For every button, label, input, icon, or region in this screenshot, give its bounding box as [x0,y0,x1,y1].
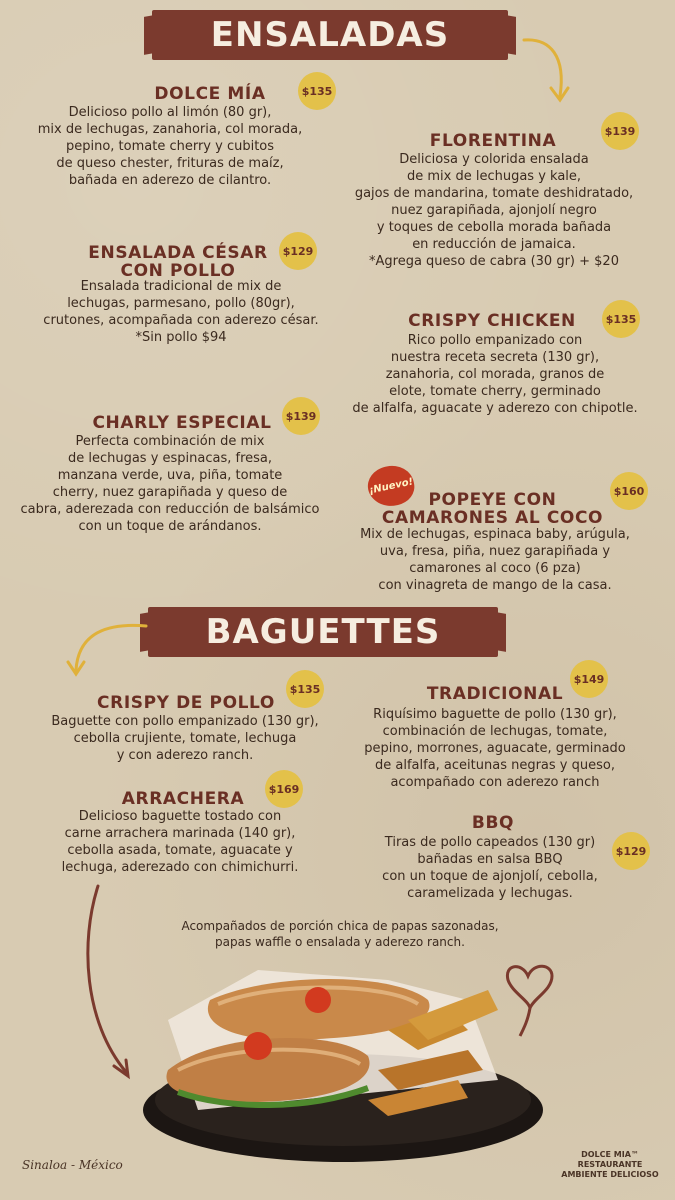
item-title-crispy-de-pollo: CRISPY DE POLLO [97,693,275,713]
item-description: Mix de lechugas, espinaca baby, arúgula, uva, fresa, piña, nuez garapiñada y camarones al coco (6 pza) con vinagreta de mango de la casa. [360,527,630,593]
item-title-dolce-mia: DOLCE MÍA [154,84,266,104]
item-description: Delicioso baguette tostado con carne arrachera marinada (140 gr), cebolla asada, tomate, aguacate y lechuga, aderezado con chimichurri. [61,809,299,875]
item-title-popeye: POPEYE CON CAMARONES AL COCO [381,490,604,528]
item-title-arrachera: ARRACHERA [121,789,245,809]
curved-arrow-icon [520,34,580,114]
price-badge: $139 [601,112,639,150]
item-title-crispy-chicken: CRISPY CHICKEN [408,311,576,331]
price-badge: $135 [286,670,324,708]
section-banner-ensaladas: ENSALADAS [152,10,508,60]
item-title-bbq: BBQ [471,813,515,833]
section-banner-baguettes: BAGUETTES [148,607,498,657]
item-description: Rico pollo empanizado con nuestra receta secreta (130 gr), zanahoria, col morada, granos de elote, tomate cherry, germinado de alfalfa, aguacate y aderezo con chipotle. [352,333,638,416]
curved-arrow-icon [60,620,150,680]
food-photo [138,960,548,1170]
item-title-florentina: FLORENTINA [429,131,557,151]
item-description: Ensalada tradicional de mix de lechugas, parmesano, pollo (80gr), crutones, acompañada con aderezo césar. *Sin pollo $94 [43,279,319,345]
item-title-ensalada-cesar: ENSALADA CÉSAR CON POLLO [88,243,268,281]
brand-tagline: DOLCE MIA™ RESTAURANTE AMBIENTE DELICIOSO [561,1150,659,1179]
price-badge: $135 [298,72,336,110]
item-description: Delicioso pollo al limón (80 gr), mix de lechugas, zanahoria, col morada, pepino, tomate cherry y cubitos de queso chester, frituras de maíz, bañada en aderezo de cilantro. [37,105,303,188]
nuevo-badge-icon: ¡Nuevo! [364,462,417,511]
item-description: Deliciosa y colorida ensalada de mix de lechugas y kale, gajos de mandarina, tomate deshidratado, nuez garapiñada, ajonjolí negro y toques de cebolla morada bañada en reducción de jamaica. *Agrega queso de cabra (30 gr) + $20 [354,152,634,269]
item-description: Riquísimo baguette de pollo (130 gr), combinación de lechugas, tomate, pepino, morrones, aguacate, germinado de alfalfa, aceitunas negras y queso, acompañado con aderezo ranch [364,707,626,790]
item-description: Tiras de pollo capeados (130 gr) bañadas en salsa BBQ con un toque de ajonjolí, cebolla, caramelizada y lechugas. [382,835,598,901]
item-title-charly-especial: CHARLY ESPECIAL [92,413,272,433]
item-description: Perfecta combinación de mix de lechugas y espinacas, fresa, manzana verde, uva, piña, tomate cherry, nuez garapiñada y queso de cabra, aderezada con reducción de balsámico con un toque de arándanos. [20,434,320,534]
price-badge: $160 [610,472,648,510]
price-badge: $149 [570,660,608,698]
location-label: Sinaloa - México [22,1158,123,1172]
item-description: Baguette con pollo empanizado (130 gr), cebolla crujiente, tomate, lechuga y con aderezo ranch. [51,714,319,763]
price-badge: $139 [282,397,320,435]
side-dish-note: Acompañados de porción chica de papas sazonadas, papas waffle o ensalada y aderezo ranch. [181,919,499,949]
price-badge: $129 [279,232,317,270]
item-title-tradicional: TRADICIONAL [426,684,564,704]
price-badge: $135 [602,300,640,338]
price-badge: $129 [612,832,650,870]
curved-arrow-icon [80,882,140,1082]
price-badge: $169 [265,770,303,808]
